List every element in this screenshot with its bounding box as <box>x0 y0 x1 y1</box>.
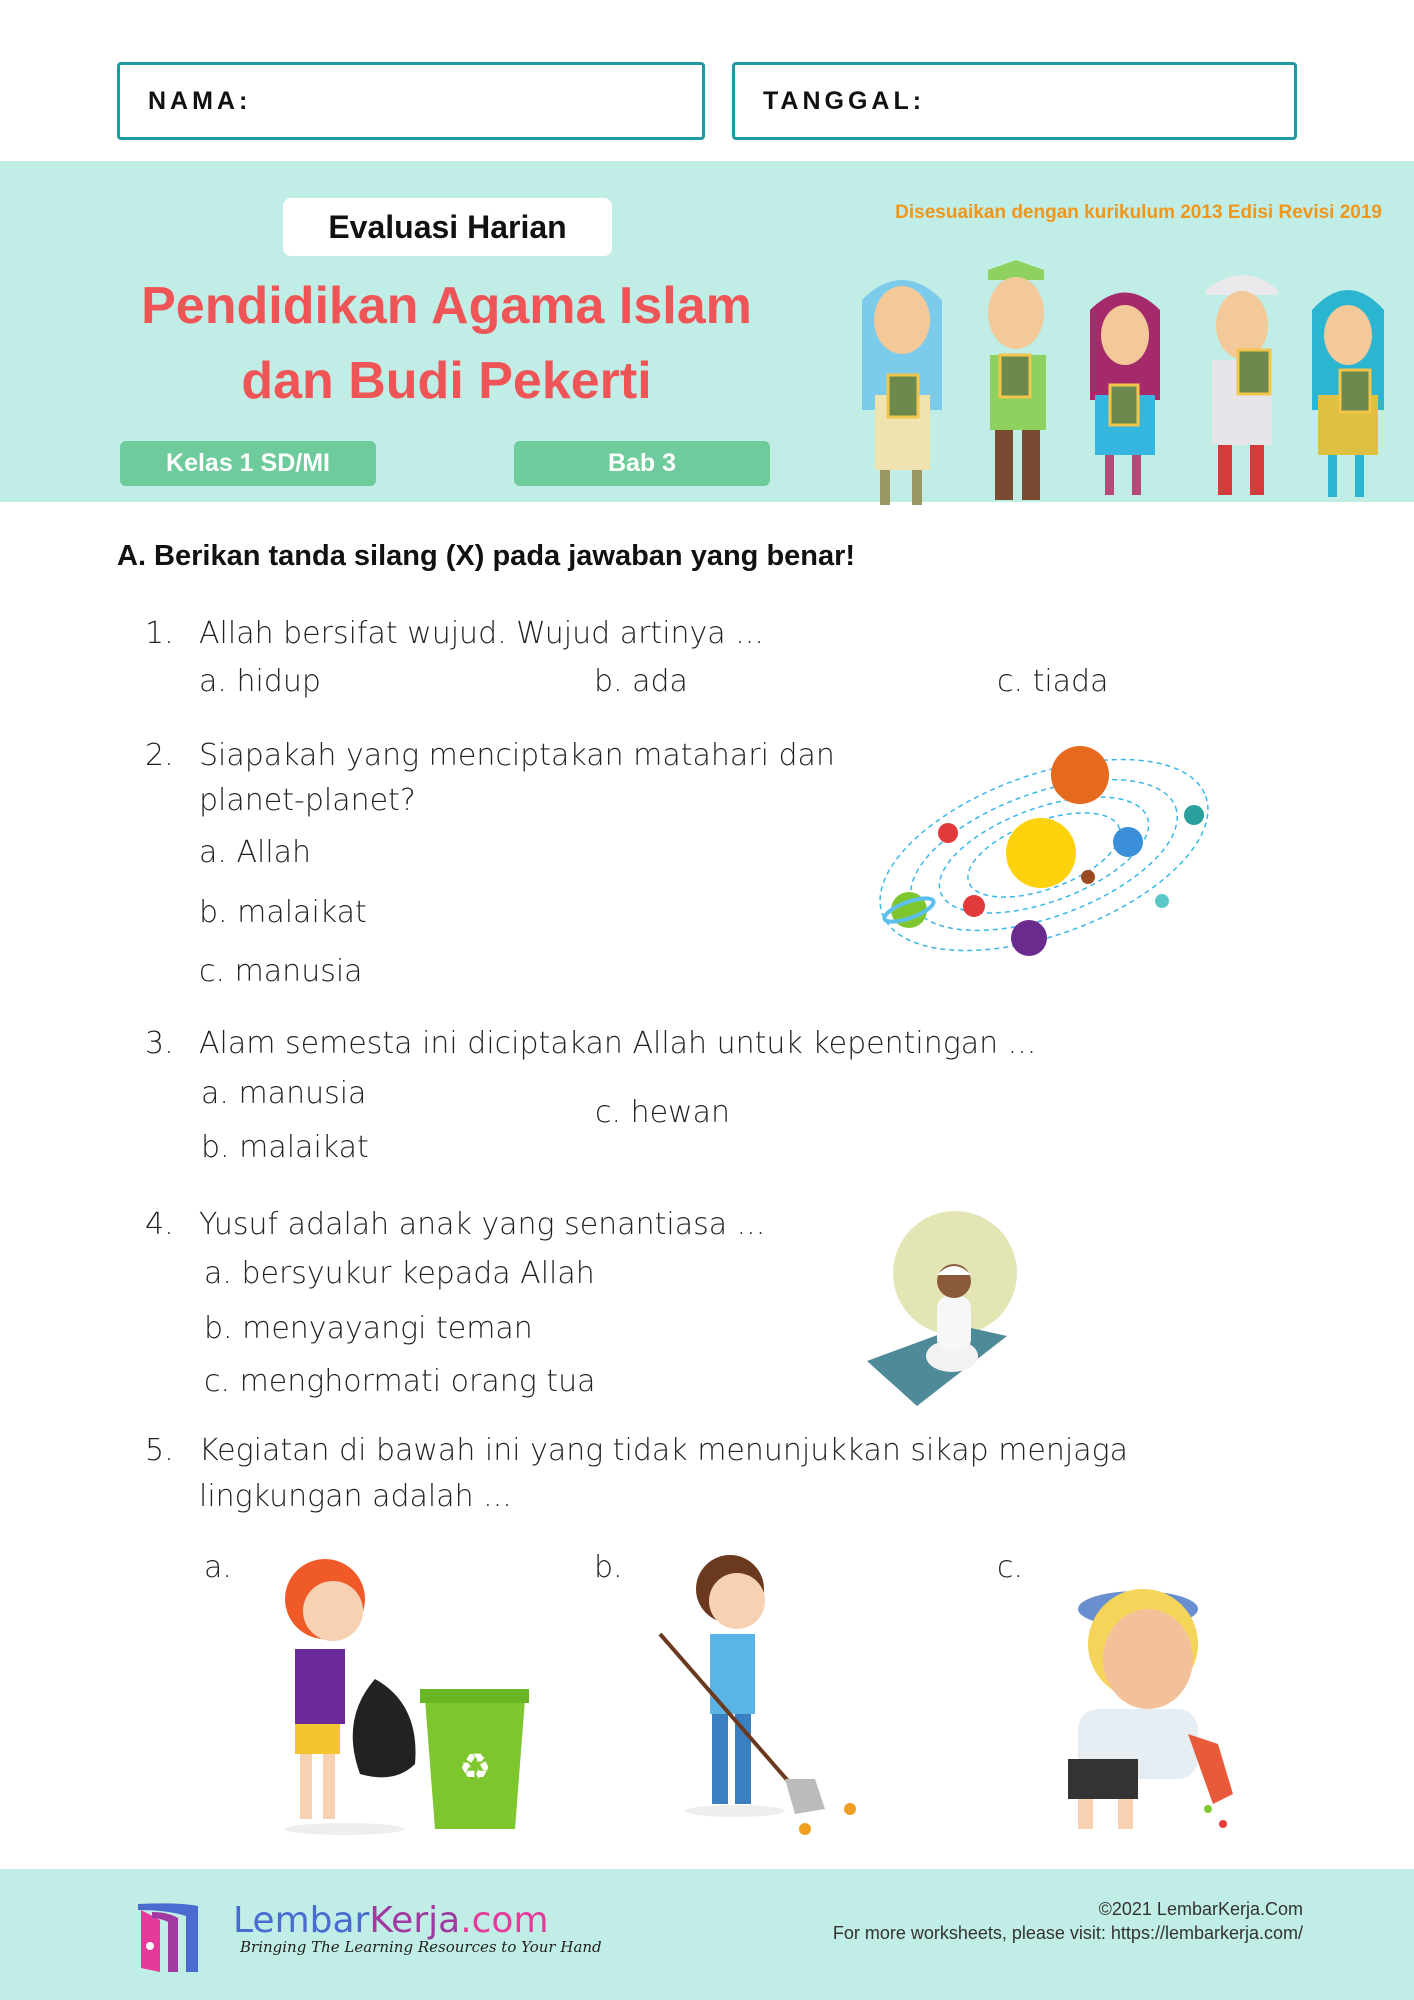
q4-number: 4. <box>145 1207 174 1242</box>
solar-system-illustration <box>867 743 1221 963</box>
q4-option-b[interactable]: b. menyayangi teman <box>204 1311 533 1346</box>
q2-text: Siapakah yang menciptakan matahari dan <box>199 738 835 773</box>
q3-text: Alam semesta ini diciptakan Allah untuk kepentingan ... <box>199 1026 1037 1061</box>
student-2 <box>988 260 1046 500</box>
boy-sweeping-illustration <box>655 1549 857 1839</box>
name-field[interactable] <box>117 62 705 140</box>
name-label: NAMA: <box>148 87 252 115</box>
q1-text: Allah bersifat wujud. Wujud artinya ... <box>199 616 764 651</box>
section-heading: A. Berikan tanda silang (X) pada jawaban yang benar! <box>117 540 856 572</box>
grade-pill: Kelas 1 SD/MI <box>120 441 376 486</box>
q1-option-a[interactable]: a. hidup <box>199 664 321 699</box>
date-field[interactable] <box>732 62 1297 140</box>
q1-option-c[interactable]: c. tiada <box>997 664 1109 699</box>
students-illustration <box>840 255 1400 505</box>
copyright: ©2021 LembarKerja.Com <box>1098 1899 1303 1919</box>
brand-part-lembar: Lembar <box>233 1900 370 1941</box>
title-line1: Pendidikan Agama Islam <box>141 277 752 335</box>
q3-option-b[interactable]: b. malaikat <box>201 1130 369 1165</box>
q4-option-a[interactable]: a. bersyukur kepada Allah <box>204 1256 595 1291</box>
q5-text: Kegiatan di bawah ini yang tidak menunjukkan sikap menjaga <box>199 1433 1129 1468</box>
student-1 <box>862 280 942 505</box>
brand-part-com: .com <box>460 1900 549 1941</box>
visit-link[interactable]: For more worksheets, please visit: https://lembarkerja.com/ <box>832 1923 1303 1943</box>
q3-option-c[interactable]: c. hewan <box>595 1095 730 1130</box>
q2-option-c[interactable]: c. manusia <box>199 954 363 989</box>
brand-part-kerja: Kerja <box>369 1900 461 1941</box>
q5-text-line2: lingkungan adalah ... <box>199 1479 512 1514</box>
q1-number: 1. <box>145 616 174 651</box>
praying-boy-illustration <box>857 1211 1022 1407</box>
q2-option-b[interactable]: b. malaikat <box>199 895 367 930</box>
q5-option-c[interactable]: c. <box>997 1550 1024 1585</box>
badge-evaluasi: Evaluasi Harian <box>283 198 612 256</box>
student-4 <box>1206 275 1278 495</box>
q5-option-b[interactable]: b. <box>594 1550 623 1585</box>
brand-name[interactable] <box>233 1900 549 1941</box>
q1-option-b[interactable]: b. ada <box>594 664 688 699</box>
q5-option-a[interactable]: a. <box>204 1550 232 1585</box>
svg-text:♻: ♻ <box>458 1747 492 1788</box>
student-3 <box>1090 293 1160 496</box>
q4-option-c[interactable]: c. menghormati orang tua <box>204 1364 596 1399</box>
student-5 <box>1312 290 1384 497</box>
q2-number: 2. <box>145 738 174 773</box>
q3-number: 3. <box>145 1026 174 1061</box>
date-label: TANGGAL: <box>763 87 926 115</box>
chapter-pill: Bab 3 <box>514 441 770 486</box>
title-line2: dan Budi Pekerti <box>241 352 652 410</box>
q4-text: Yusuf adalah anak yang senantiasa ... <box>199 1207 766 1242</box>
q3-option-a[interactable]: a. manusia <box>201 1076 367 1111</box>
q2-option-a[interactable]: a. Allah <box>199 835 312 870</box>
brand-tagline: Bringing The Learning Resources to Your Hand <box>240 1938 602 1956</box>
lembarkerja-logo-icon <box>138 1900 213 1972</box>
q2-text-line2: planet-planet? <box>199 783 416 818</box>
curriculum-note: Disesuaikan dengan kurikulum 2013 Edisi Revisi 2019 <box>895 202 1382 223</box>
q5-number: 5. <box>145 1433 174 1468</box>
boy-littering-illustration <box>1058 1549 1243 1841</box>
boy-throwing-trash-illustration <box>255 1549 529 1839</box>
